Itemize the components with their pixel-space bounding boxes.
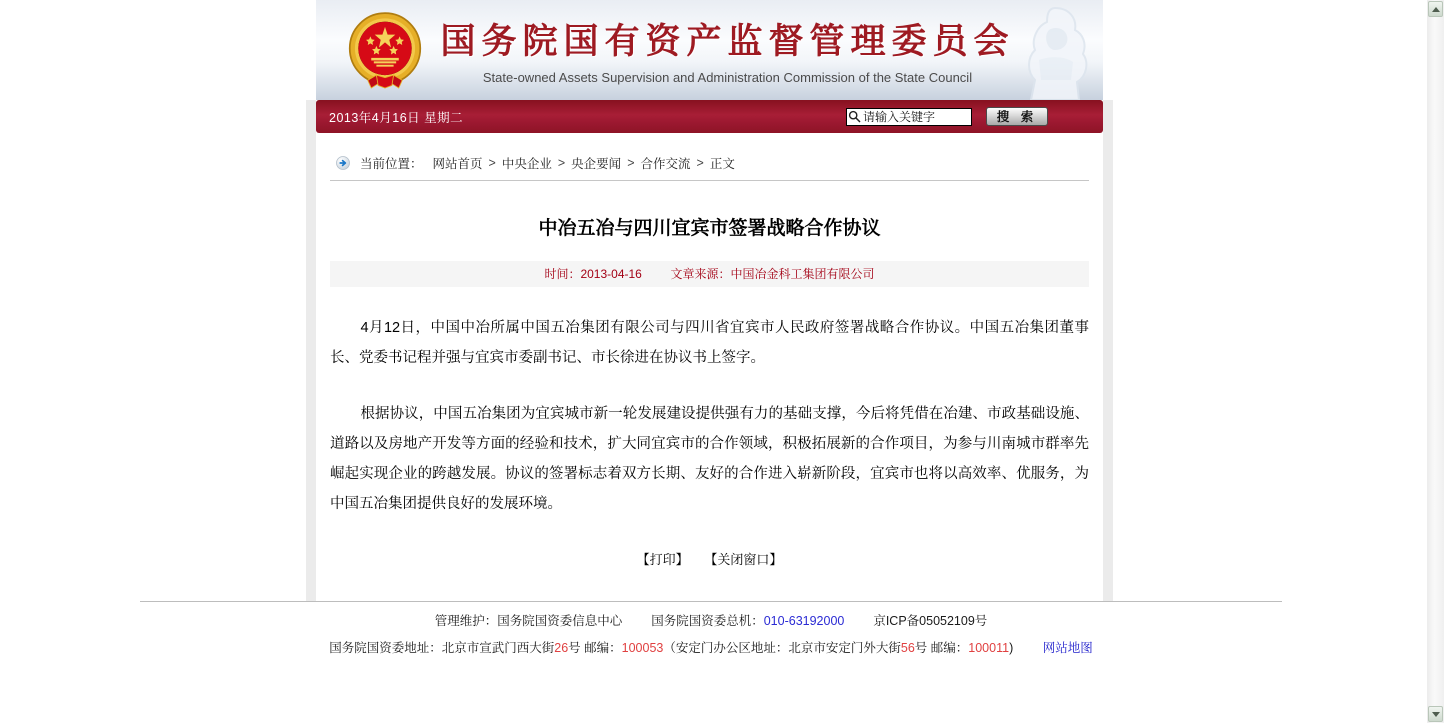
article-paragraph-1: 4月12日，中国中冶所属中国五冶集团有限公司与四川省宜宾市人民政府签署战略合作协议。中国五冶集团董事长、党委书记程并强与宜宾市委副书记、市长徐进在协议书上签字。 [330, 320, 1089, 366]
scrollbar-down-button[interactable] [1428, 706, 1443, 722]
article-source: 文章来源：中国冶金科工集团有限公司 [670, 267, 875, 281]
footer-postcode-2: 100011 [968, 641, 1010, 655]
breadcrumb-item-article[interactable]: 正文 [709, 157, 735, 171]
search-button[interactable]: 搜 索 [986, 107, 1048, 126]
up-arrow-icon [1432, 7, 1440, 12]
national-emblem-logo [342, 7, 428, 95]
top-red-bar [316, 100, 1103, 133]
article-paragraph-2: 根据协议，中国五冶集团为宜宾城市新一轮发展建设提供强有力的基础支撑，今后将凭借在冶建、市政基础设施、道路以及房地产开发等方面的经验和技术，扩大同宜宾市的合作领域，积极拓展新的合作项目，为参与川南城市群率先崛起实现企业的跨越发展。协议的签署标志着双方长期、友好的合作进入崭新阶段，宜宾市也将以高效率、优服务，为中国五冶集团提供良好的发展环境。 [330, 406, 1089, 512]
footer-phone-label: 国务院国资委总机： [651, 614, 764, 628]
breadcrumb [330, 133, 1089, 181]
footer-maintain: 管理维护：国务院国资委信息中心 [434, 614, 623, 628]
page-wrapper [316, 0, 1103, 613]
footer-line-2 [140, 638, 1282, 656]
down-arrow-icon [1432, 712, 1440, 717]
footer-address-3: （安定门办公区地址：北京市安定门外大街 [663, 641, 901, 655]
breadcrumb-orb-arrow-icon [336, 156, 350, 170]
footer-line-1 [140, 611, 1282, 629]
footer-phone-number: 010-63192000 [763, 614, 845, 628]
sitemap-link[interactable]: 网站地图 [1042, 641, 1093, 655]
article-body [330, 313, 1089, 519]
site-title-cn: 国务院国有资产监督管理委员会 [440, 22, 1015, 61]
close-window-button[interactable]: 【关闭窗口】 [704, 552, 783, 567]
search-input[interactable] [846, 108, 972, 126]
scrollbar-up-button[interactable] [1428, 1, 1443, 17]
search-icon [848, 110, 861, 123]
site-masthead [316, 0, 1103, 100]
footer-address-4: 号 邮编： [914, 641, 969, 655]
footer-postcode-1: 100053 [621, 641, 664, 655]
breadcrumb-separator: > [488, 156, 496, 170]
breadcrumb-separator: > [696, 156, 704, 170]
article-meta-bar [330, 261, 1089, 287]
search-box [846, 107, 1048, 126]
page-side-band-right [1103, 100, 1113, 601]
breadcrumb-item-central-enterprises[interactable]: 中央企业 [501, 157, 552, 171]
vertical-scrollbar[interactable] [1427, 0, 1444, 723]
article-time: 时间：2013-04-16 [544, 267, 642, 281]
current-date-text: 2013年4月16日 星期二 [329, 110, 464, 125]
footer-address-2: 号 邮编： [568, 641, 622, 655]
statue-watermark [1009, 0, 1101, 100]
breadcrumb-item-soe-news[interactable]: 央企要闻 [571, 157, 622, 171]
breadcrumb-separator: > [557, 156, 566, 170]
breadcrumb-item-home[interactable]: 网站首页 [432, 157, 483, 171]
article-actions [330, 549, 1089, 568]
footer-address-5: ) [1009, 641, 1014, 655]
masthead-titles [440, 14, 1015, 85]
breadcrumb-label: 当前位置： [360, 157, 423, 171]
article-title: 中冶五冶与四川宜宾市签署战略合作协议 [538, 218, 881, 239]
footer-street-number-1: 26 [554, 641, 569, 655]
site-footer [140, 601, 1282, 656]
page-side-band-left [306, 100, 316, 601]
article-content-area [316, 133, 1103, 613]
footer-street-number-2: 56 [900, 641, 915, 655]
footer-icp-number: 京ICP备05052109号 [873, 614, 988, 628]
site-title-en: State-owned Assets Supervision and Administration Commission of the State Council [482, 70, 973, 85]
breadcrumb-item-cooperation[interactable]: 合作交流 [640, 157, 691, 171]
breadcrumb-separator: > [627, 156, 635, 170]
print-button[interactable]: 【打印】 [636, 552, 689, 567]
footer-address-1: 国务院国资委地址：北京市宣武门西大街 [329, 641, 555, 655]
